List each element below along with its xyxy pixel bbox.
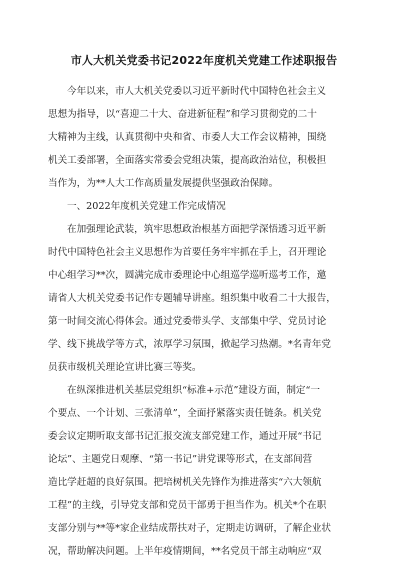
text-line: 论坛”、主题党日观摩、“第一书记”讲党课等形式，在支部间营 [48,454,313,465]
text-line: 第一时间交流心得体会。通过党委带头学、支部集中学、党员讨论 [48,316,327,327]
text-line: 况，帮助解决问题。上半年疫情期间，**名党员干部主动响应“双 [48,546,322,557]
theory-paragraph [48,218,360,379]
text-line: 大精神为主线，认真贯彻中央和省、市委人大工作会议精神，围绕 [48,132,327,143]
text-line: 支部分别与**等*家企业结成帮扶对子，定期走访调研，了解企业状 [48,523,332,534]
text-line: 请省人大机关党委书记作专题辅导讲座。组织集中收看二十大报告， [48,293,336,304]
text-line: 时代中国特色社会主义思想作为首要任务牢牢抓在手上，召开理论 [48,247,327,258]
text-line: 机关工委部署，全面落实常委会党组决策，提高政治站位，积极担 [48,155,327,166]
party-building-paragraph [48,379,360,563]
text-line: 员获市级机关理论宣讲比赛三等奖。 [48,362,202,373]
text-line: 当作为，为**人大工作高质量发展提供坚强政治保障。 [48,178,279,189]
text-line: 思想为指导，以“喜迎二十大、奋进新征程”和学习贯彻党的二十 [48,109,317,120]
text-line: 在加强理论武装，筑牢思想政治根基方面把学深悟透习近平新 [67,224,327,235]
intro-paragraph [48,80,360,195]
text-line: 在纵深推进机关基层党组织“标准+示范”建设方面，制定“一 [67,385,321,396]
text-line: 学、线下挑战学等方式，浓厚学习氛围，掀起学习热潮。*名青年党 [48,339,332,350]
text-line: 个要点、一个计划、三张清单”，全面抒紧落实责任链条。机关党 [48,408,322,419]
text-line: 今年以来，市人大机关党委以习近平新时代中国特色社会主义 [67,86,327,97]
text-line: 中心组学习**次，圆满完成市委理论中心组巡学巡听巡考工作，邀 [48,270,327,281]
text-line: 委会议定期听取支部书记汇报交流支部党建工作，通过开展“书记 [48,431,322,442]
text-line: 造比学赶超的良好氛围。把培树机关先锋作为推进落实“六大领航 [48,477,322,488]
section-heading: 一、2022年度机关党建工作完成情况 [67,201,226,212]
document-title: 市人大机关党委书记2022年度机关党建工作述职报告 [70,54,338,67]
text-line: 工程”的主线，引导党支部和党员干部勇于担当作为。机关*个在职 [48,500,327,511]
